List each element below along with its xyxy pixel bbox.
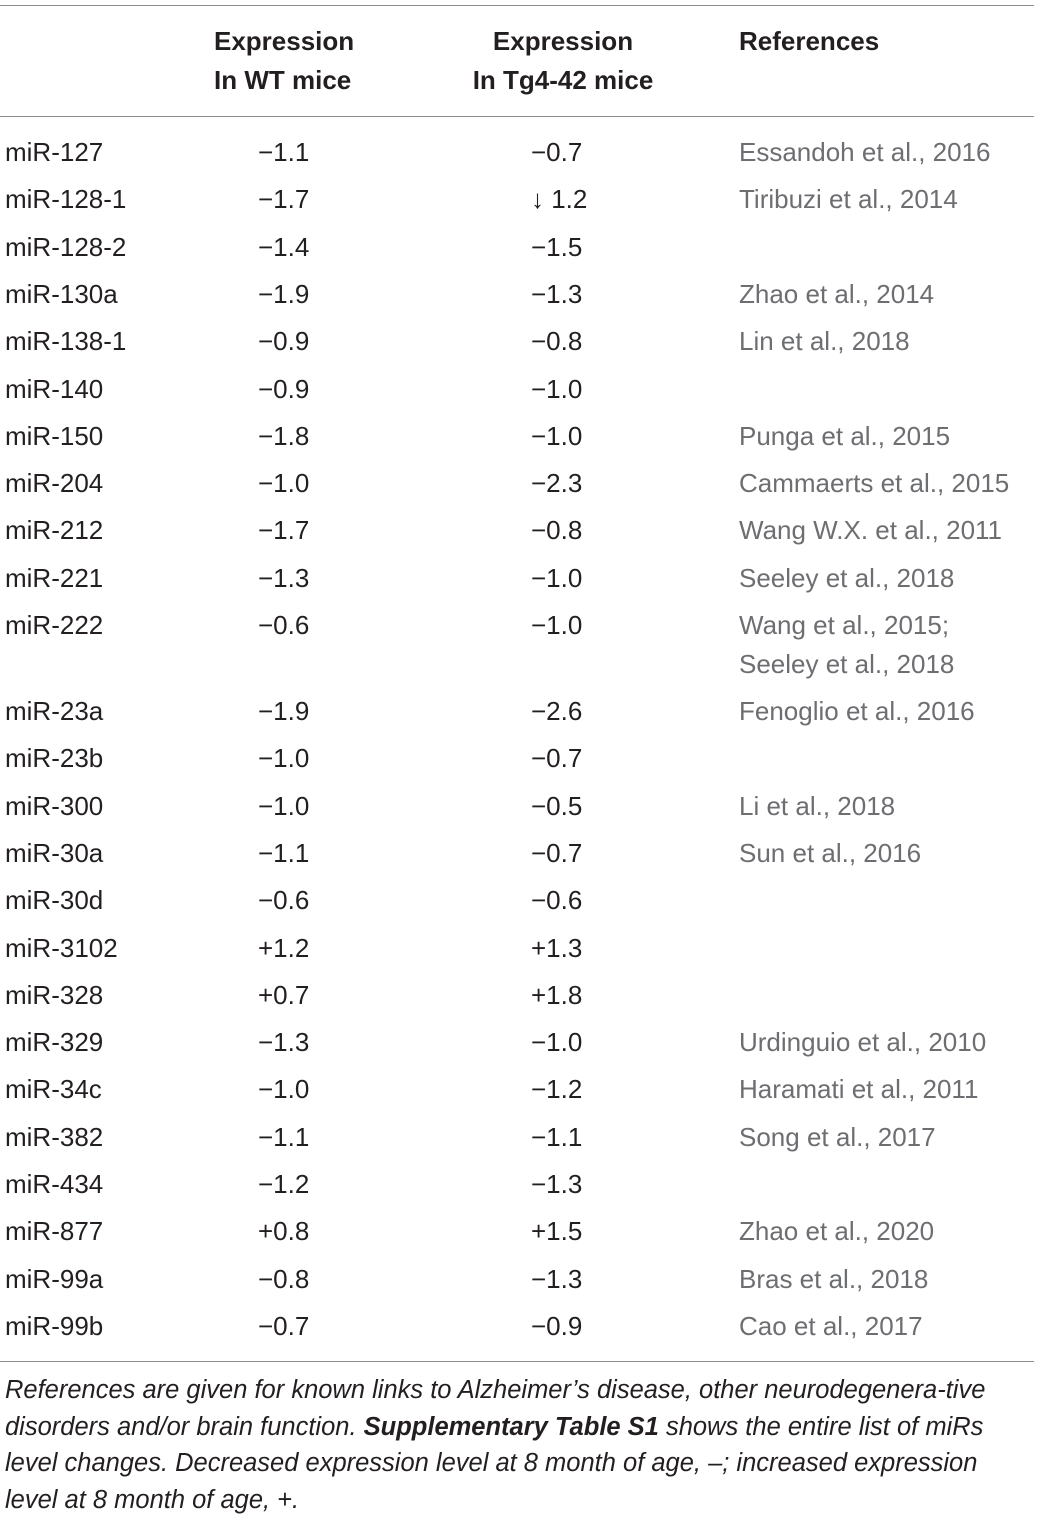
mir-name: miR-212	[5, 515, 104, 546]
expression-wt: +0.7	[258, 979, 310, 1010]
reference-cell	[739, 318, 1039, 361]
expression-tg: −0.7	[531, 743, 583, 774]
expression-wt: −0.9	[258, 373, 310, 404]
reference-text: Seeley et al., 2018	[739, 562, 955, 593]
reference-cell	[739, 413, 1039, 456]
expression-tg: −1.3	[531, 1263, 583, 1294]
expression-wt: −1.8	[258, 420, 310, 451]
reference-cell	[739, 1161, 1039, 1165]
table-row	[0, 460, 1040, 507]
table-row	[0, 877, 1040, 924]
header-tg-line1: Expression	[492, 26, 634, 56]
table-row	[0, 271, 1040, 318]
expression-tg: −0.9	[531, 1310, 583, 1341]
reference-cell	[739, 1256, 1039, 1299]
table-row	[0, 318, 1040, 365]
reference-cell	[739, 602, 1039, 684]
reference-text: Haramati et al., 2011	[739, 1074, 979, 1105]
reference-text: Cammaerts et al., 2015	[739, 468, 1010, 499]
expression-wt: −1.0	[258, 468, 310, 499]
mir-name: miR-127	[5, 137, 104, 167]
reference-cell	[739, 1303, 1039, 1346]
reference-text: Punga et al., 2015	[739, 420, 951, 451]
expression-wt: −0.8	[258, 1263, 310, 1294]
reference-cell	[739, 688, 1039, 731]
expression-tg: −1.0	[531, 420, 583, 451]
expression-tg: −2.6	[531, 696, 583, 726]
mir-name: miR-221	[5, 562, 104, 593]
reference-text: Wang et al., 2015;	[739, 610, 950, 640]
mir-name: miR-128-1	[5, 184, 127, 215]
table-bottom-rule	[0, 1361, 1034, 1362]
expression-tg: −1.0	[531, 1027, 583, 1058]
mir-name: miR-34c	[5, 1074, 102, 1105]
mir-name: miR-300	[5, 790, 104, 821]
mir-name: miR-150	[5, 420, 104, 451]
mir-name: miR-434	[5, 1169, 104, 1199]
header-references-label: References	[739, 26, 880, 56]
reference-cell	[739, 735, 1039, 739]
reference-cell	[739, 129, 1039, 172]
table-row	[0, 688, 1040, 735]
mir-name: miR-30d	[5, 885, 104, 916]
reference-cell	[739, 507, 1039, 550]
reference-text: Sun et al., 2016	[739, 837, 922, 868]
table-row	[0, 555, 1040, 602]
mir-name: miR-23b	[5, 743, 104, 774]
expression-wt: −1.7	[258, 184, 310, 215]
expression-tg: −0.8	[531, 515, 583, 546]
table-row	[0, 129, 1040, 176]
reference-text: Seeley et al., 2018	[739, 649, 955, 679]
table-row	[0, 366, 1040, 413]
mir-name: miR-3102	[5, 932, 118, 963]
mir-name: miR-877	[5, 1216, 104, 1247]
table-row	[0, 1161, 1040, 1208]
reference-cell	[739, 366, 1039, 370]
reference-cell	[739, 1208, 1039, 1251]
mir-name: miR-99a	[5, 1263, 104, 1294]
reference-cell	[739, 555, 1039, 598]
header-tg-line2: In Tg4-42 mice	[472, 65, 654, 95]
expression-wt: −1.1	[258, 837, 310, 868]
header-expression-wt	[214, 22, 354, 100]
table-row	[0, 1303, 1040, 1350]
table-row	[0, 413, 1040, 460]
expression-wt: −1.1	[258, 1121, 310, 1152]
expression-tg: +1.3	[531, 932, 583, 963]
reference-text: Bras et al., 2018	[739, 1263, 929, 1294]
expression-tg: −1.3	[531, 278, 583, 309]
mir-name: miR-204	[5, 468, 104, 499]
footnote-part2: shows the entire list of miRs level changes. Decreased expression level at 8 month of age, –; increased expression level at 8 month of age, +.	[5, 1412, 984, 1514]
table-row	[0, 830, 1040, 877]
reference-cell	[739, 830, 1039, 873]
reference-cell	[739, 1066, 1039, 1109]
expression-wt: −0.7	[258, 1310, 310, 1341]
table-row	[0, 1256, 1040, 1303]
expression-tg: −1.3	[531, 1169, 583, 1199]
header-bottom-rule	[0, 116, 1034, 117]
mir-name: miR-382	[5, 1121, 104, 1152]
reference-text: Wang W.X. et al., 2011	[739, 515, 1003, 546]
table-row	[0, 1114, 1040, 1161]
reference-cell	[739, 224, 1039, 228]
reference-cell	[739, 783, 1039, 826]
reference-cell	[739, 1114, 1039, 1157]
table-row	[0, 783, 1040, 830]
expression-tg: −1.2	[531, 1074, 583, 1105]
mir-name: miR-140	[5, 373, 104, 404]
table-row	[0, 925, 1040, 972]
reference-text: Zhao et al., 2014	[739, 278, 935, 309]
expression-wt: −1.0	[258, 743, 310, 774]
reference-text: Song et al., 2017	[739, 1121, 936, 1152]
expression-tg: −0.6	[531, 885, 583, 916]
header-wt-line1: Expression	[214, 26, 355, 56]
reference-cell	[739, 176, 1039, 219]
supplementary-table-ref: Supplementary Table S1	[363, 1412, 659, 1441]
mir-name: miR-30a	[5, 837, 104, 868]
mir-name: miR-99b	[5, 1310, 104, 1341]
header-references	[739, 22, 879, 61]
expression-tg: −1.1	[531, 1121, 583, 1152]
expression-wt: −1.2	[258, 1169, 310, 1199]
table-row	[0, 1208, 1040, 1255]
mir-name: miR-222	[5, 610, 104, 640]
table-row	[0, 224, 1040, 271]
table-row	[0, 1066, 1040, 1113]
reference-text: Essandoh et al., 2016	[739, 137, 991, 167]
expression-tg: −1.5	[531, 231, 583, 262]
mir-name: miR-138-1	[5, 326, 127, 357]
reference-text: Urdinguio et al., 2010	[739, 1027, 987, 1058]
expression-wt: +1.2	[258, 932, 310, 963]
expression-tg: −2.3	[531, 468, 583, 499]
table-row	[0, 602, 1040, 688]
expression-wt: −1.7	[258, 515, 310, 546]
reference-text: Fenoglio et al., 2016	[739, 696, 975, 726]
footnote-part1: References are given for known links to Alzheimer’s disease, other neurodegenera-tive disorders and/or brain function.	[5, 1376, 986, 1441]
reference-text: Lin et al., 2018	[739, 326, 910, 357]
expression-wt: −1.9	[258, 696, 310, 726]
expression-tg: +1.5	[531, 1216, 583, 1247]
reference-text: Zhao et al., 2020	[739, 1216, 935, 1247]
table-top-rule	[0, 5, 1034, 6]
reference-cell	[739, 972, 1039, 976]
expression-wt: −1.0	[258, 790, 310, 821]
table-row	[0, 972, 1040, 1019]
table-row	[0, 176, 1040, 223]
expression-tg: ↓ 1.2	[531, 184, 588, 215]
table-row	[0, 735, 1040, 782]
reference-text: Li et al., 2018	[739, 790, 896, 821]
expression-tg: +1.8	[531, 979, 583, 1010]
header-wt-line2: In WT mice	[214, 65, 352, 95]
table-row	[0, 507, 1040, 554]
table-row	[0, 1019, 1040, 1066]
expression-wt: −0.6	[258, 885, 310, 916]
expression-tg: −0.8	[531, 326, 583, 357]
expression-tg: −0.7	[531, 837, 583, 868]
expression-tg: −0.5	[531, 790, 583, 821]
expression-wt: −1.9	[258, 278, 310, 309]
expression-wt: −1.3	[258, 1027, 310, 1058]
reference-text: Cao et al., 2017	[739, 1310, 923, 1341]
expression-wt: +0.8	[258, 1216, 310, 1247]
reference-cell	[739, 925, 1039, 929]
expression-tg: −1.0	[531, 562, 583, 593]
reference-cell	[739, 1019, 1039, 1062]
expression-wt: −1.1	[258, 137, 310, 167]
expression-wt: −1.3	[258, 562, 310, 593]
reference-cell	[739, 271, 1039, 314]
table-footnote	[5, 1372, 1035, 1518]
expression-tg: −1.0	[531, 610, 583, 640]
expression-wt: −0.9	[258, 326, 310, 357]
mir-name: miR-23a	[5, 696, 104, 726]
reference-cell	[739, 460, 1039, 503]
mir-name: miR-130a	[5, 278, 118, 309]
expression-wt: −1.0	[258, 1074, 310, 1105]
header-expression-tg	[462, 22, 664, 100]
expression-tg: −1.0	[531, 373, 583, 404]
reference-text: Tiribuzi et al., 2014	[739, 184, 958, 215]
mir-name: miR-128-2	[5, 231, 127, 262]
reference-cell	[739, 877, 1039, 881]
expression-wt: −0.6	[258, 610, 310, 640]
expression-tg: −0.7	[531, 137, 583, 167]
mir-name: miR-328	[5, 979, 104, 1010]
expression-wt: −1.4	[258, 231, 310, 262]
mir-name: miR-329	[5, 1027, 104, 1058]
